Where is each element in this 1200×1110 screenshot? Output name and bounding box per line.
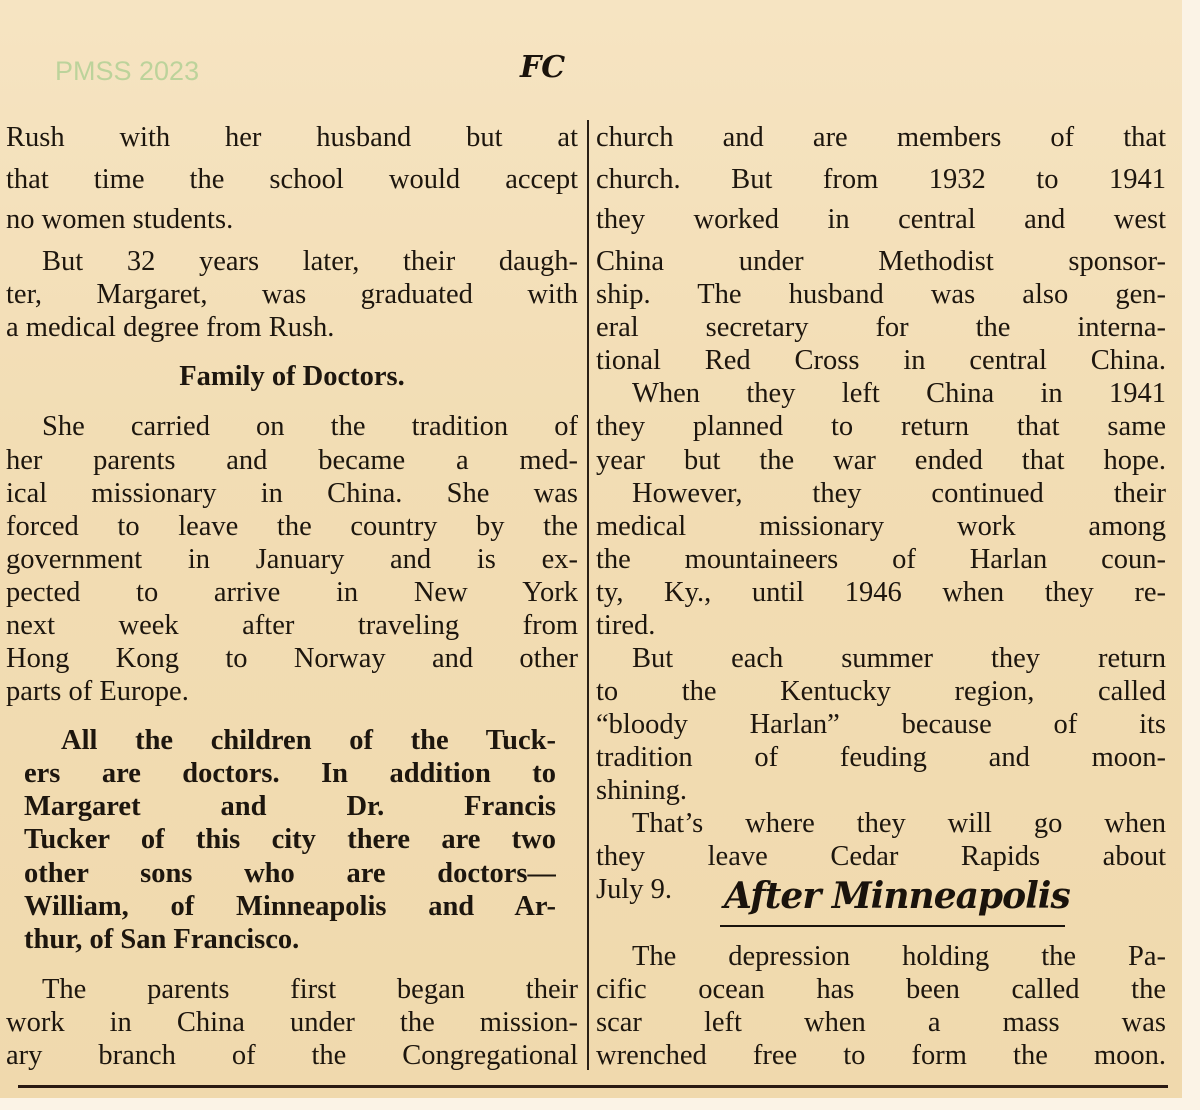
column-divider [587,120,589,1070]
text-line: to the Kentucky region, called [596,676,1166,707]
watermark: PMSS 2023 [55,56,200,86]
text-line: William, of Minneapolis and Ar- [24,891,556,922]
handwritten-underline [720,925,1065,927]
text-line: wrenched free to form the moon. [596,1040,1166,1071]
text-line: her parents and became a med- [6,445,578,476]
text-line: no women students. [6,204,234,235]
text-line: She carried on the tradition of [42,411,578,442]
text-line: church and are members of that [596,122,1166,153]
text-line: other sons who are doctors— [24,858,556,889]
text-line: next week after traveling from [6,610,578,641]
bottom-rule [18,1085,1168,1088]
text-line: The parents first began their [42,974,578,1005]
text-line: cific ocean has been called the [596,974,1166,1005]
text-line: ary branch of the Congregational [6,1040,578,1071]
text-line: China under Methodist sponsor- [596,246,1166,277]
text-line: Margaret and Dr. Francis [24,791,556,822]
text-line: parts of Europe. [6,676,189,707]
text-line: ical missionary in China. She was [6,478,578,509]
text-line: medical missionary work among [596,511,1166,542]
text-line: that time the school would accept [6,164,578,195]
text-line: a medical degree from Rush. [6,312,335,343]
text-line: ter, Margaret, was graduated with [6,279,578,310]
text-line: But 32 years later, their daugh- [42,246,578,277]
text-line: “bloody Harlan” because of its [596,709,1166,740]
section-heading: Family of Doctors. [179,361,405,392]
text-line: Tucker of this city there are two [24,824,556,855]
text-line: ers are doctors. In addition to [24,758,556,789]
text-line: year but the war ended that hope. [596,445,1166,476]
text-line: forced to leave the country by the [6,511,578,542]
text-line: tired. [596,610,656,641]
text-line: However, they continued their [632,478,1166,509]
text-line: July 9. [596,874,673,905]
text-line: But each summer they return [632,643,1166,674]
text-line: work in China under the mission- [6,1007,578,1038]
handwritten-initials: FC [520,50,566,85]
text-line: they planned to return that same [596,411,1166,442]
text-line: they leave Cedar Rapids about [596,841,1166,872]
text-line: the mountaineers of Harlan coun- [596,544,1166,575]
text-line: Hong Kong to Norway and other [6,643,578,674]
text-line: pected to arrive in New York [6,577,578,608]
text-line: All the children of the Tuck- [61,725,556,756]
text-line: thur, of San Francisco. [24,924,300,955]
handwritten-note: After Minneapolis [724,875,1070,917]
text-line: eral secretary for the interna- [596,312,1166,343]
text-line: government in January and is ex- [6,544,578,575]
text-line: ty, Ky., until 1946 when they re- [596,577,1166,608]
text-line: ship. The husband was also gen- [596,279,1166,310]
text-line: The depression holding the Pa- [632,941,1166,972]
text-line: Rush with her husband but at [6,122,578,153]
text-line: shining. [596,775,688,806]
text-line: church. But from 1932 to 1941 [596,164,1166,195]
text-line: they worked in central and west [596,204,1166,235]
text-line: tradition of feuding and moon- [596,742,1166,773]
text-line: tional Red Cross in central China. [596,345,1166,376]
text-line: scar left when a mass was [596,1007,1166,1038]
text-line: That’s where they will go when [632,808,1166,839]
text-line: When they left China in 1941 [632,378,1166,409]
